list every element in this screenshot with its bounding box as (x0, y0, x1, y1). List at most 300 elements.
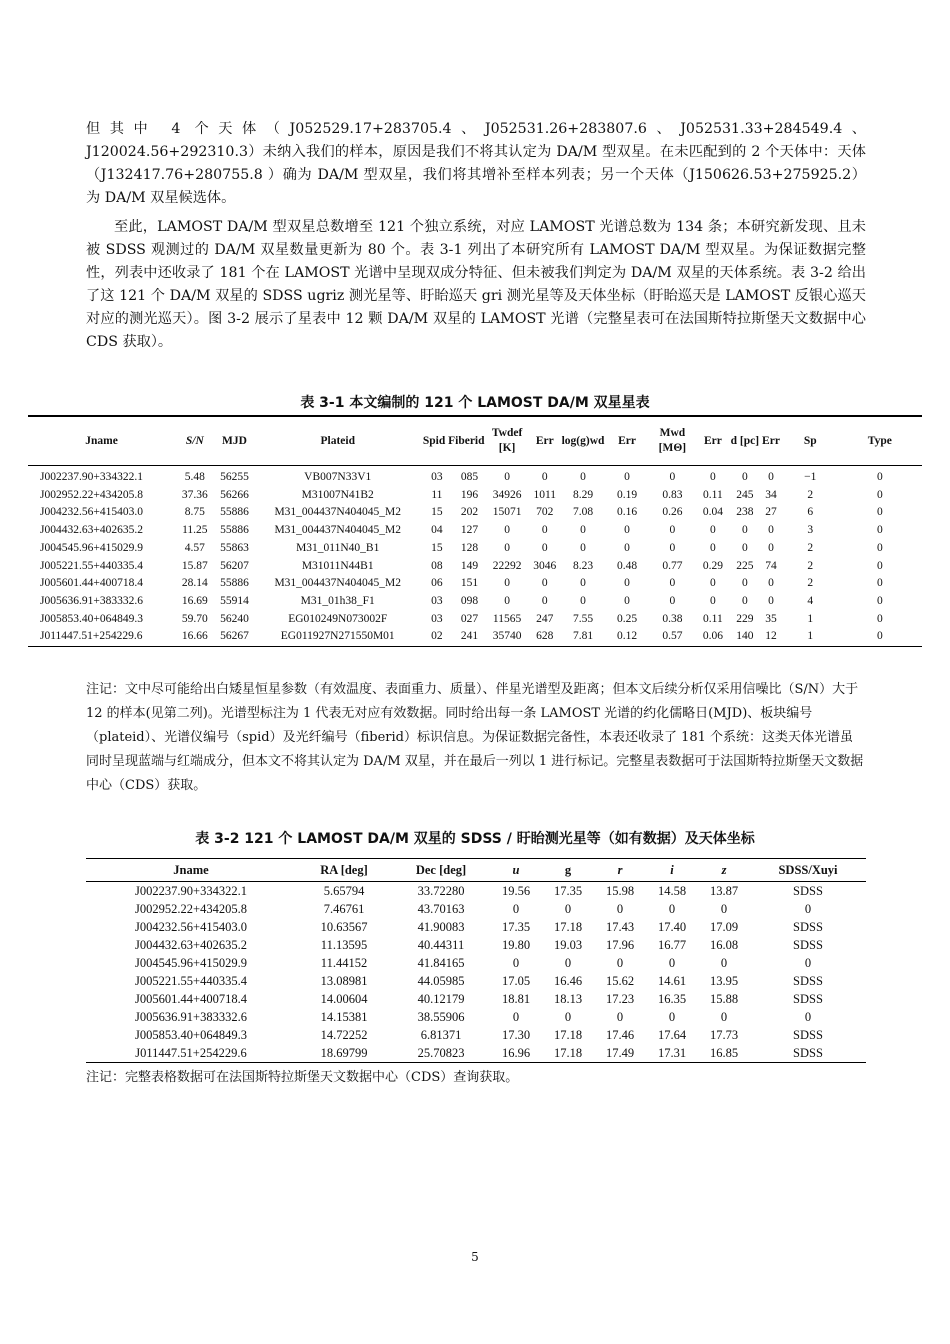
table-cell: 56207 (220, 559, 249, 572)
table-cell: 0 (720, 956, 728, 970)
table-cell: 03 (431, 471, 443, 483)
table-cell: 0 (580, 594, 586, 607)
table-cell: 0.16 (616, 506, 638, 519)
table-cell: 17.43 (605, 920, 635, 934)
table-cell: 0.29 (702, 559, 723, 572)
table-cell: 0 (804, 902, 812, 916)
table-cell: 40.12179 (417, 992, 465, 1006)
table-cell: 11565 (492, 612, 522, 625)
table-cell: M31_004437N404045_M2 (274, 506, 401, 519)
th2-src: SDSS/Xuyi (750, 859, 866, 882)
table-cell: 0 (624, 577, 630, 590)
table-row (28, 575, 922, 593)
table-cell: 0 (720, 1010, 728, 1024)
table2 (86, 858, 866, 1063)
table-cell: 0.19 (616, 488, 638, 501)
table-cell: 56267 (220, 630, 249, 643)
table-cell: 0.26 (662, 506, 683, 519)
table-cell: 13.08981 (320, 974, 368, 988)
table-cell: 04 (431, 524, 443, 537)
table-cell: 0 (580, 471, 586, 483)
table-cell: 0.77 (662, 559, 683, 572)
table-row (86, 990, 866, 1008)
table-cell: M31_004437N404045_M2 (274, 524, 401, 537)
th-twd: Twdef [K] (486, 416, 528, 466)
table-cell: 0 (710, 541, 716, 554)
page-number: 5 (471, 1250, 479, 1264)
table-cell: 0 (541, 541, 548, 554)
table1 (28, 415, 922, 647)
table-cell: 0 (512, 1010, 520, 1024)
th-sp: Sp (783, 416, 838, 466)
table-cell: 14.58 (657, 884, 687, 898)
table-cell: 245 (736, 488, 754, 501)
th-err2: Err (604, 416, 649, 466)
table-cell: 0 (669, 471, 676, 483)
table-cell: 14.15381 (320, 1010, 368, 1024)
table-cell: 0 (580, 541, 586, 554)
table-cell: 40.44311 (417, 938, 465, 952)
table-cell: 15 (431, 506, 443, 519)
table2-note: 注记：完整表格数据可在法国斯特拉斯堡天文数据中心（CDS）查询获取。 (86, 1070, 519, 1085)
table-cell: 0 (876, 488, 883, 501)
th2-dec: Dec [deg] (392, 859, 490, 882)
table-cell: 17.18 (553, 1028, 583, 1042)
table-cell: J005636.91+383332.6 (40, 594, 143, 607)
table-cell: 8.23 (572, 559, 594, 572)
table-cell: 19.56 (501, 884, 531, 898)
table-cell: 3046 (533, 559, 557, 572)
table-cell: 16.96 (501, 1046, 531, 1060)
table-cell: 1 (807, 630, 814, 643)
table-cell: 38.55906 (417, 1010, 465, 1024)
table-cell: 03 (431, 594, 443, 607)
table-cell: 2 (807, 559, 814, 572)
table-cell: 6.81371 (420, 1028, 462, 1042)
table-cell: 0 (580, 524, 586, 537)
table-cell: 15.87 (181, 559, 208, 572)
table-cell: 0.11 (703, 488, 723, 501)
table-cell: J011447.51+254229.6 (40, 630, 143, 643)
table-cell: 0 (669, 594, 676, 607)
table-cell: 17.49 (605, 1046, 635, 1060)
table-cell: 2 (807, 577, 814, 590)
table-cell: 17.35 (501, 920, 531, 934)
table-row (28, 628, 922, 646)
table-cell: J005853.40+064849.3 (135, 1028, 247, 1042)
table-cell: 5.65794 (323, 884, 365, 898)
table-cell: 0 (512, 956, 520, 970)
table-cell: 17.46 (605, 1028, 635, 1042)
table-cell: 16.35 (657, 992, 687, 1006)
table-cell: 4.57 (184, 541, 205, 554)
table-cell: 55914 (220, 594, 249, 607)
table-cell: 0 (768, 541, 774, 554)
table-cell: 202 (460, 506, 479, 519)
table-row (28, 522, 922, 540)
table-cell: 0.11 (703, 612, 723, 625)
table-cell: 55886 (220, 577, 249, 590)
th-logg: log(g)wd (562, 416, 605, 466)
table-cell: 0 (504, 471, 510, 483)
table-cell: 17.96 (605, 938, 635, 952)
table-cell: 41.90083 (417, 920, 465, 934)
table-cell: 2 (807, 541, 814, 554)
table-row (28, 540, 922, 558)
table-cell: 18.13 (553, 992, 583, 1006)
table-cell: 27 (765, 506, 777, 519)
table-cell: 08 (431, 559, 443, 572)
table-row (86, 972, 866, 990)
table-cell: 0 (504, 541, 510, 554)
table-cell: 0.12 (616, 630, 638, 643)
table-cell: 0 (504, 524, 510, 537)
table-cell: 16.66 (181, 630, 208, 643)
th-plateid: Plateid (254, 416, 421, 466)
th2-jname: Jname (86, 859, 296, 882)
table-cell: EG011927N271550M01 (280, 630, 395, 643)
th-mjd: MJD (215, 416, 255, 466)
table-cell: 241 (460, 630, 479, 643)
table-cell: 085 (460, 471, 479, 483)
table-cell: J004232.56+415403.0 (40, 506, 143, 519)
table-cell: 18.81 (501, 992, 531, 1006)
table1-caption: 表 3-1 本文编制的 121 个 LAMOST DA/M 双星星表 (300, 395, 650, 411)
table-cell: 0 (768, 524, 774, 537)
table-cell: 0 (624, 541, 630, 554)
table-cell: 0 (580, 577, 586, 590)
table-cell: J002952.22+434205.8 (135, 902, 247, 916)
table-cell: 15.88 (709, 992, 739, 1006)
table-cell: 17.35 (553, 884, 583, 898)
table-row (86, 954, 866, 972)
table-cell: 0 (876, 541, 883, 554)
table-row (28, 487, 922, 505)
table-cell: J004432.63+402635.2 (40, 524, 143, 537)
th-err4: Err (759, 416, 783, 466)
table-cell: J004432.63+402635.2 (135, 938, 247, 952)
table-cell: 0 (541, 577, 548, 590)
table-cell: 0 (668, 956, 676, 970)
table-cell: 1 (807, 612, 814, 625)
table-cell: 8.29 (572, 488, 594, 501)
table-cell: 16.69 (181, 594, 208, 607)
th-mwd: Mwd [MΘ] (650, 416, 695, 466)
table-cell: M31011N44B1 (301, 559, 374, 572)
table-cell: 56255 (220, 471, 249, 483)
table-cell: 0 (669, 577, 676, 590)
table-cell: 0 (742, 594, 748, 607)
table-cell: 15.62 (605, 974, 635, 988)
table-cell: 35 (765, 612, 777, 625)
table-cell: 02 (431, 630, 443, 643)
table-cell: SDSS (793, 974, 823, 988)
th-sn: S/N (175, 416, 215, 466)
table-cell: 0.38 (662, 612, 683, 625)
table-cell: 12 (765, 630, 777, 643)
table-cell: 0 (876, 559, 883, 572)
table-cell: J005221.55+440335.4 (40, 559, 143, 572)
th2-g: g (542, 859, 594, 882)
table-cell: 55863 (220, 541, 249, 554)
table-cell: J002237.90+334322.1 (135, 884, 247, 898)
table-cell: 0 (564, 1010, 572, 1024)
th-err3: Err (695, 416, 731, 466)
table-row (86, 900, 866, 918)
table-cell: 17.73 (709, 1028, 739, 1042)
table-cell: J011447.51+254229.6 (135, 1046, 247, 1060)
th-spid-fiberid: Spid Fiberid (421, 416, 486, 466)
table-cell: 0 (876, 630, 883, 643)
table-cell: J002237.90+334322.1 (40, 471, 143, 483)
th2-ra: RA [deg] (296, 859, 392, 882)
table-cell: 0 (710, 471, 716, 483)
table-cell: 19.03 (553, 938, 583, 952)
table-cell: 17.64 (657, 1028, 687, 1042)
table-cell: 0.83 (662, 488, 683, 501)
table-cell: M31_011N40_B1 (296, 541, 380, 554)
table2-header-row (86, 859, 866, 882)
table-row (28, 558, 922, 576)
table-cell: 17.40 (657, 920, 687, 934)
table-row (28, 593, 922, 611)
table-cell: 0 (742, 541, 748, 554)
table-cell: 0 (512, 902, 520, 916)
table-cell: M31_01h38_F1 (300, 594, 375, 607)
table-cell: 16.85 (709, 1046, 739, 1060)
table-cell: EG010249N073002F (288, 612, 388, 625)
table-cell: 11.44152 (320, 956, 368, 970)
table-cell: 098 (460, 594, 479, 607)
th2-r: r (594, 859, 646, 882)
table-cell: M31_004437N404045_M2 (274, 577, 401, 590)
table-cell: 0 (710, 577, 716, 590)
table-cell: 0 (710, 524, 716, 537)
table-cell: 127 (460, 524, 479, 537)
table-cell: 15 (431, 541, 443, 554)
table-cell: 0 (616, 902, 624, 916)
table-cell: 0 (710, 594, 716, 607)
table-cell: 0.06 (702, 630, 723, 643)
table-cell: J005601.44+400718.4 (135, 992, 247, 1006)
table-cell: 0 (768, 577, 774, 590)
table-cell: 17.18 (553, 920, 583, 934)
table-cell: 0 (668, 1010, 676, 1024)
table-cell: 16.08 (709, 938, 739, 952)
table-cell: 14.72252 (320, 1028, 368, 1042)
table-cell: 11.25 (182, 524, 208, 537)
table-cell: 06 (431, 577, 443, 590)
th-type: Type (838, 416, 922, 466)
table-cell: 17.23 (605, 992, 635, 1006)
table1-note: 注记：文中尽可能给出白矮星恒星参数（有效温度、表面重力、质量）、伴星光谱型及距离；但本文后续分析仅采用信噪比（S/N）大于 12 的样本(见第二列)。光谱型标注为 1 代表无对应有效数据。同时给出每一条 LAMOST 光谱的约化儒略日(MJD)、板块编号（plateid）、光谱仪编号（spid）及光纤编号（fiberid）标识信息。为保证数据完备性，本表还收录了 181 个系统：这类天体光谱虽同时呈现蓝端与红端成分，但本文不将其认定为 DA/M 双星，并在最后一列以 1 进行标记。完整星表数据可于法国斯特拉斯堡天文数据中心（CDS）获取。 (86, 682, 864, 793)
th2-z: z (698, 859, 750, 882)
table-cell: VB007N33V1 (304, 471, 372, 483)
table2-caption: 表 3-2 121 个 LAMOST DA/M 双星的 SDSS / 盱眙测光星等（如有数据）及天体坐标 (195, 831, 755, 847)
table-cell: 0 (876, 577, 883, 590)
table-cell: 1011 (533, 488, 557, 501)
table-cell: 0 (504, 594, 510, 607)
table-cell: 0 (624, 524, 630, 537)
table-cell: 0 (876, 524, 883, 537)
table-cell: 18.69799 (320, 1046, 368, 1060)
table-cell: M31007N41B2 (301, 488, 374, 501)
table-cell: 11.13595 (320, 938, 368, 952)
table-cell: 0 (876, 506, 883, 519)
table-cell: 0 (504, 577, 510, 590)
table-cell: 34 (765, 488, 777, 501)
table-cell: 196 (460, 488, 479, 501)
th2-u: u (490, 859, 542, 882)
table-cell: 17.09 (709, 920, 739, 934)
table-cell: 0 (804, 1010, 812, 1024)
table-cell: 33.72280 (417, 884, 465, 898)
table-cell: 0 (742, 471, 748, 483)
table-cell: 17.30 (501, 1028, 531, 1042)
table-cell: 15.98 (605, 884, 635, 898)
table-cell: 2 (807, 488, 814, 501)
th-err1: Err (528, 416, 562, 466)
table-cell: 140 (736, 630, 754, 643)
table-cell: 7.81 (572, 630, 594, 643)
table-cell: J005601.44+400718.4 (40, 577, 143, 590)
table-cell: 7.55 (572, 612, 594, 625)
table-row (28, 611, 922, 629)
table-row (86, 918, 866, 936)
table-row (86, 1026, 866, 1044)
table-cell: 0 (616, 1010, 624, 1024)
table-row (86, 1008, 866, 1026)
table-cell: 7.08 (572, 506, 594, 519)
table-cell: J005221.55+440335.4 (135, 974, 247, 988)
table-cell: J004545.96+415029.9 (135, 956, 247, 970)
table-cell: 17.31 (657, 1046, 687, 1060)
table-cell: 0.25 (616, 612, 638, 625)
table-row (28, 466, 922, 487)
table-cell: 0 (616, 956, 624, 970)
th-d: d [pc] (731, 416, 759, 466)
table-cell: 151 (460, 577, 479, 590)
table-cell: 0 (668, 902, 676, 916)
table-cell: 14.61 (657, 974, 687, 988)
table-cell: 6 (807, 506, 814, 519)
table-cell: 238 (736, 506, 754, 519)
table-cell: 15071 (492, 506, 522, 519)
table-cell: 19.80 (501, 938, 531, 952)
table-cell: 027 (460, 612, 479, 625)
table-row (28, 504, 922, 522)
table-cell: −1 (804, 471, 817, 483)
table-cell: 225 (736, 559, 754, 572)
table-cell: 702 (536, 506, 554, 519)
table-row (86, 882, 866, 901)
table-cell: 16.77 (657, 938, 687, 952)
table-cell: 0 (564, 902, 572, 916)
table-cell: 0.48 (616, 559, 638, 572)
table-cell: 0 (876, 612, 883, 625)
th-jname: Jname (28, 416, 175, 466)
table-cell: 628 (536, 630, 554, 643)
table-cell: 149 (460, 559, 479, 572)
table-cell: 0 (876, 471, 883, 483)
table-cell: 16.46 (553, 974, 583, 988)
table-cell: 13.87 (709, 884, 739, 898)
table-cell: 34926 (492, 488, 522, 501)
table-cell: 229 (736, 612, 754, 625)
table-cell: 37.36 (181, 488, 208, 501)
table-cell: 28.14 (181, 577, 208, 590)
table-cell: 59.70 (181, 612, 208, 625)
table-cell: J004545.96+415029.9 (40, 541, 143, 554)
table-cell: 0 (876, 594, 883, 607)
table-cell: 43.70163 (417, 902, 465, 916)
table-cell: 247 (536, 612, 554, 625)
table-row (86, 1044, 866, 1063)
table-cell: 0 (541, 471, 548, 483)
table-cell: SDSS (793, 1046, 823, 1060)
table-cell: 17.18 (553, 1046, 583, 1060)
table-cell: J005636.91+383332.6 (135, 1010, 247, 1024)
table-cell: 55886 (220, 524, 249, 537)
table-cell: SDSS (793, 1028, 823, 1042)
table-cell: 17.05 (501, 974, 531, 988)
table-cell: 0 (669, 524, 676, 537)
table-cell: 10.63567 (320, 920, 368, 934)
table-cell: 22292 (492, 559, 522, 572)
table1-header-row (28, 416, 922, 466)
table-cell: SDSS (793, 992, 823, 1006)
table-cell: 5.48 (184, 471, 205, 483)
table-cell: SDSS (793, 938, 823, 952)
table-cell: 0 (720, 902, 728, 916)
table-cell: J005853.40+064849.3 (40, 612, 143, 625)
table-cell: 74 (765, 559, 777, 572)
table-cell: 14.00604 (320, 992, 368, 1006)
table-cell: 35740 (492, 630, 522, 643)
table-cell: 0.57 (662, 630, 683, 643)
table-cell: 0 (564, 956, 572, 970)
table-cell: 41.84165 (417, 956, 465, 970)
table-cell: J004232.56+415403.0 (135, 920, 247, 934)
paragraph-2: 至此，LAMOST DA/M 型双星总数增至 121 个独立系统，对应 LAMOST 光谱总数为 134 条；本研究新发现、且未被 SDSS 观测过的 DA/M 双星数量更新为 80 个。表 3-1 列出了本研究所有 LAMOST DA/M 型双星。为保证数据完整性，列表中还收录了 181 个在 LAMOST 光谱中呈现双成分特征、但未被我们判定为 DA/M 双星的天体系统。表 3-2 给出了这 121 个 DA/M 双星的 SDSS ugriz 测光星等、盱眙巡天 gri 测光星等及天体坐标（盱眙巡天是 LAMOST 反银心巡天对应的测光巡天）。图 3-2 展示了星表中 12 颗 DA/M 双星的 LAMOST 光谱（完整星表可在法国斯特拉斯堡天文数据中心 CDS 获取）。 (86, 219, 866, 350)
table-cell: 56240 (220, 612, 249, 625)
table-cell: 11 (431, 488, 443, 501)
table-cell: 0 (624, 594, 630, 607)
table-cell: 0 (768, 471, 774, 483)
table-cell: SDSS (793, 884, 823, 898)
table-row (86, 936, 866, 954)
table-cell: 0 (742, 524, 748, 537)
table-cell: 13.95 (709, 974, 739, 988)
table-cell: 44.05985 (417, 974, 465, 988)
table-cell: 8.75 (184, 506, 205, 519)
table-cell: SDSS (793, 920, 823, 934)
paragraph-1: 但其中 4 个天体（J052529.17+283705.4、J052531.26+283807.6、J052531.33+284549.4、J120024.56+292310.3）未纳入我们的样本，原因是我们不将其认定为 DA/M 型双星。在未匹配到的 2 个天体中：天体 （J132417.76+280755.8 ）确为 DA/M 型双星，我们将其增补至样本列表；另一个天体（J150626.53+275925.2） 为 DA/M 双星候选体。 (86, 121, 866, 206)
table-cell: 0 (541, 524, 548, 537)
table-cell: 03 (431, 612, 443, 625)
table-cell: 128 (460, 541, 479, 554)
table-cell: 0.04 (702, 506, 723, 519)
table-cell: 56266 (220, 488, 249, 501)
table-cell: 55886 (220, 506, 249, 519)
th2-i: i (646, 859, 698, 882)
table-cell: 0 (768, 594, 774, 607)
table-cell: 0 (804, 956, 812, 970)
table-cell: 0 (669, 541, 676, 554)
table-cell: J002952.22+434205.8 (40, 488, 143, 501)
table-cell: 25.70823 (417, 1046, 465, 1060)
table-cell: 0 (541, 594, 548, 607)
